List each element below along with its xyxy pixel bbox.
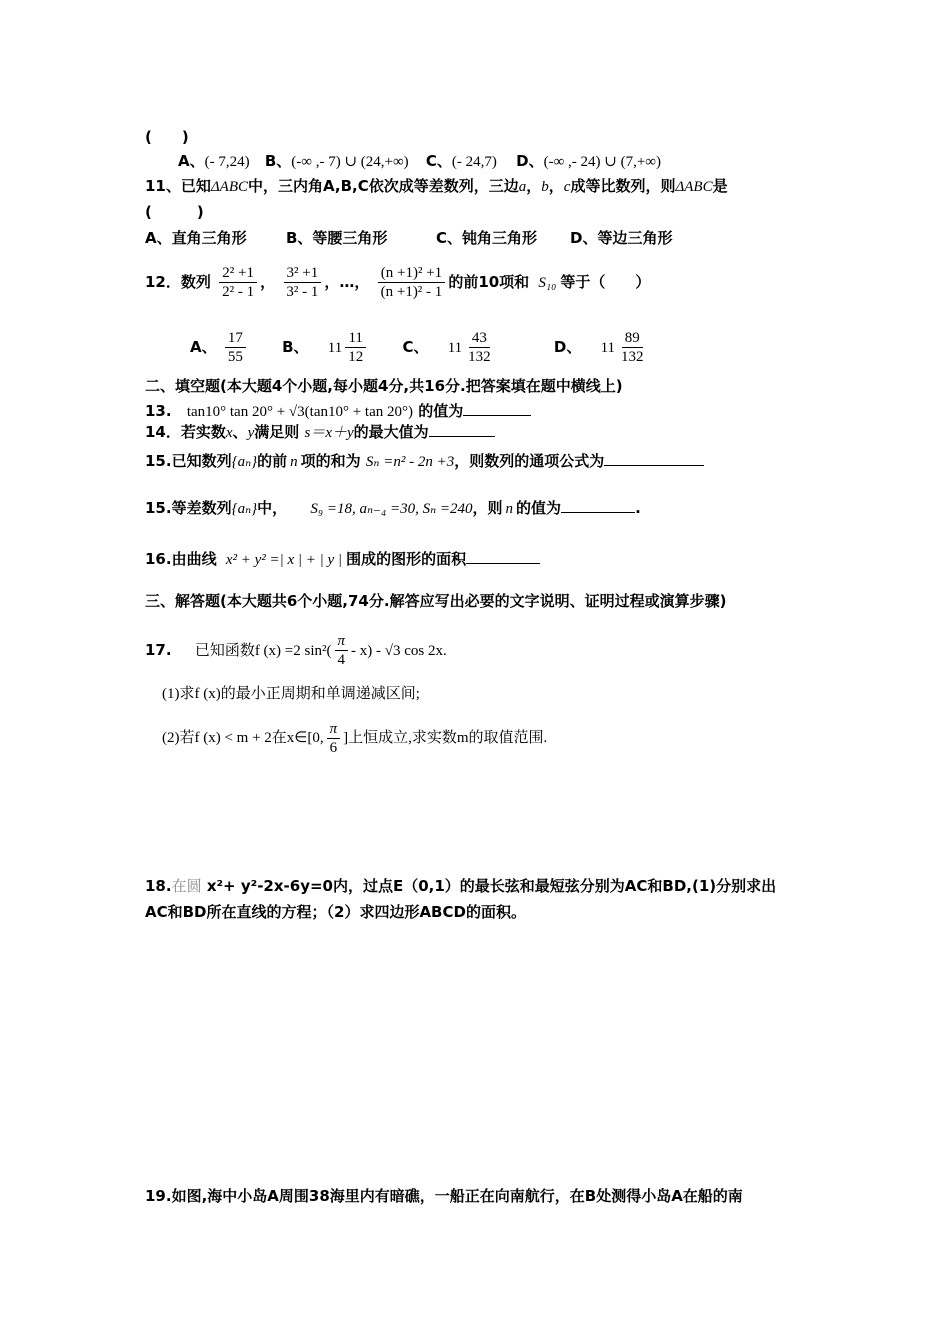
q12-opt-c-label: C、	[402, 338, 429, 356]
q17-stem-b: - x) - √3 cos 2x.	[351, 643, 447, 659]
q15b-an: {aₙ}	[231, 501, 258, 517]
q12-frac-2	[283, 264, 321, 301]
q11-triangle: ΔABC	[210, 179, 249, 195]
q14-middle: 满足则	[254, 423, 300, 441]
q11-sep2: ，	[548, 177, 564, 195]
q10-opt-a-label: A、	[178, 152, 205, 170]
q12-f2-num: 3² +1	[284, 264, 322, 283]
q15b	[145, 494, 641, 523]
q12-opt-a-label: A、	[190, 338, 217, 356]
q11-option-c: C、钝角三角形	[436, 229, 538, 247]
q12-dots: ，…，	[324, 273, 370, 291]
q18-line1-rest: x²+ y²-2x-6y=0内，过点E（0,1）的最长弦和最短弦分别为AC和BD,(1)分别求出	[201, 877, 777, 895]
q12-opt-c	[465, 329, 494, 366]
q11-stem	[145, 176, 728, 197]
q15a	[145, 447, 704, 476]
q12-stem	[145, 262, 650, 303]
q11-c: c	[563, 179, 571, 195]
q15b-answer-blank[interactable]	[561, 512, 635, 513]
q16	[145, 545, 540, 574]
q12-opt-c-den: 132	[468, 349, 491, 365]
q17-part2	[162, 718, 547, 758]
section-2-title: 二、填空题(本大题4个小题,每小题4分,共16分.把答案填在题中横线上)	[145, 377, 623, 395]
q12-f1-den: 2² - 1	[222, 284, 255, 300]
q15b-mid: 中，	[257, 499, 288, 517]
q17-four: 4	[337, 652, 346, 668]
q10-opt-d-label: D、	[516, 152, 544, 170]
q12-f3-num: (n +1)² +1	[378, 264, 445, 283]
q11-middle: 中，三内角A,B,C依次成等差数列，三边	[248, 177, 519, 195]
q11-middle2: 成等比数列，则	[570, 177, 676, 195]
q16-suffix: 围成的图形的面积	[346, 550, 467, 568]
q12-opt-c-int: 11	[447, 340, 463, 356]
q12-suffix: 等于（ ）	[560, 273, 651, 291]
q17-part2-b: ]上恒成立,求实数m的取值范围.	[343, 730, 548, 746]
q16-answer-blank[interactable]	[466, 563, 540, 564]
q12-options	[190, 326, 650, 369]
q10-opt-a: (- 7,24)	[204, 154, 250, 170]
q18-line1	[145, 876, 776, 896]
q16-expr: x² + y² =| x | + | y |	[225, 552, 343, 568]
q17-six: 6	[329, 740, 338, 757]
q15b-end: .	[635, 499, 641, 517]
q17-pi-2: π	[327, 720, 341, 739]
q17-stem	[145, 632, 447, 669]
q12-frac-3	[378, 264, 446, 301]
q12-opt-b-int: 11	[327, 340, 343, 356]
q15a-sn: Sₙ =n² - 2n +3	[365, 454, 455, 470]
q15b-expr: S₉ =18, aₙ₋₄ =30, Sₙ =240	[310, 501, 473, 517]
q12-opt-a	[225, 329, 246, 366]
section-3-title: 三、解答题(本大题共6个小题,74分.解答应写出必要的文字说明、证明过程或演算步骤)	[145, 592, 727, 610]
q14-answer-blank[interactable]	[429, 436, 495, 437]
q11-a: a	[518, 179, 527, 195]
q12-opt-b-den: 12	[348, 349, 364, 365]
q12-opt-b-label: B、	[282, 338, 309, 356]
q12-f3-den: (n +1)² - 1	[380, 284, 443, 300]
q16-prefix: 16.由曲线	[145, 550, 217, 568]
q18-line2: AC和BD所在直线的方程；（2）求四边形ABCD的面积。	[145, 903, 526, 921]
q10-opt-b: (-∞ ,- 7) ∪ (24,+∞)	[291, 154, 409, 170]
q15b-suffix: 的值为	[516, 499, 562, 517]
q13	[145, 401, 531, 422]
q12-opt-b	[345, 329, 366, 366]
q12-opt-a-num: 17	[225, 329, 246, 348]
q11-paren: ( )	[145, 203, 204, 221]
q12-f1-num: 2² +1	[219, 264, 257, 283]
q17-pi-over-6	[327, 720, 341, 757]
q14-x: x	[225, 425, 233, 441]
q12-mid: 的前10项和	[448, 273, 530, 291]
q12-opt-d	[618, 329, 647, 366]
q15a-mid1: 的前	[257, 452, 288, 470]
q13-answer-blank[interactable]	[463, 415, 531, 416]
q15a-an: {aₙ}	[231, 454, 258, 470]
q14-prefix: 14．若实数	[145, 423, 226, 441]
q14-expr: s＝x＋y	[304, 425, 354, 441]
q11-triangle2: ΔABC	[675, 179, 713, 195]
q11-options	[145, 228, 672, 248]
q12-opt-d-int: 11	[600, 340, 616, 356]
q18-light: 在圆	[171, 877, 202, 895]
q10-options	[178, 151, 661, 172]
q17-part1: (1)求f (x)的最小正周期和单调递减区间;	[162, 686, 420, 702]
q19-line1: 19.如图,海中小岛A周围38海里内有暗礁，一船正在向南航行，在B处测得小岛A在船的南	[145, 1187, 743, 1205]
q12-opt-a-den: 55	[227, 349, 243, 365]
q17-part2-a: (2)若f (x) < m + 2在x∈[0,	[162, 730, 324, 746]
q17-stem-a: 已知函数f (x) =2 sin²(	[194, 643, 332, 659]
q17-num: 17.	[145, 641, 172, 659]
q15a-prefix: 15.已知数列	[145, 452, 232, 470]
q14-y: y	[247, 425, 255, 441]
q15a-mid2: 项的和为	[300, 452, 361, 470]
q11-suffix: 是	[712, 177, 728, 195]
q14-sep: 、	[232, 423, 248, 441]
q18-num: 18.	[145, 877, 172, 895]
q15b-n: n	[505, 501, 514, 517]
q12-opt-d-den: 132	[621, 349, 644, 365]
q12-comma: ，	[260, 273, 276, 291]
q13-num: 13.	[145, 402, 172, 420]
q12-opt-d-label: D、	[553, 338, 582, 356]
q12-frac-1	[219, 264, 257, 301]
q12-f2-den: 3² - 1	[286, 284, 319, 300]
q10-paren: ( )	[145, 128, 189, 146]
q15b-mid2: ，则	[472, 499, 503, 517]
q11-option-d: D、等边三角形	[570, 229, 673, 247]
q10-opt-c: (- 24,7)	[451, 154, 497, 170]
q12-s10: S₁₀	[538, 275, 557, 291]
q11-prefix: 11、已知	[145, 177, 211, 195]
q15a-n: n	[290, 454, 298, 470]
q11-option-a: A、直角三角形	[145, 229, 247, 247]
q12-opt-b-num: 11	[345, 329, 365, 348]
q11-option-b: B、等腰三角形	[286, 229, 388, 247]
q14-suffix: 的最大值为	[353, 423, 429, 441]
q13-suffix: 的值为	[418, 402, 464, 420]
q12-opt-d-num: 89	[622, 329, 643, 348]
q11-b: b	[541, 179, 549, 195]
q10-opt-c-label: C、	[425, 152, 452, 170]
q10-opt-d: (-∞ ,- 24) ∪ (7,+∞)	[543, 154, 661, 170]
q15b-prefix: 15.等差数列	[145, 499, 232, 517]
q17-pi: π	[335, 632, 349, 651]
q13-expr: tan10° tan 20° + √3(tan10° + tan 20°)	[186, 404, 413, 420]
q12-opt-c-num: 43	[469, 329, 490, 348]
q17-pi-over-4	[335, 632, 349, 669]
q15a-answer-blank[interactable]	[604, 465, 704, 466]
q12-prefix: 12．数列	[145, 273, 211, 291]
q14	[145, 422, 495, 443]
q10-opt-b-label: B、	[264, 152, 292, 170]
q11-sep1: ，	[526, 177, 542, 195]
q15a-suffix: ，则数列的通项公式为	[454, 452, 605, 470]
